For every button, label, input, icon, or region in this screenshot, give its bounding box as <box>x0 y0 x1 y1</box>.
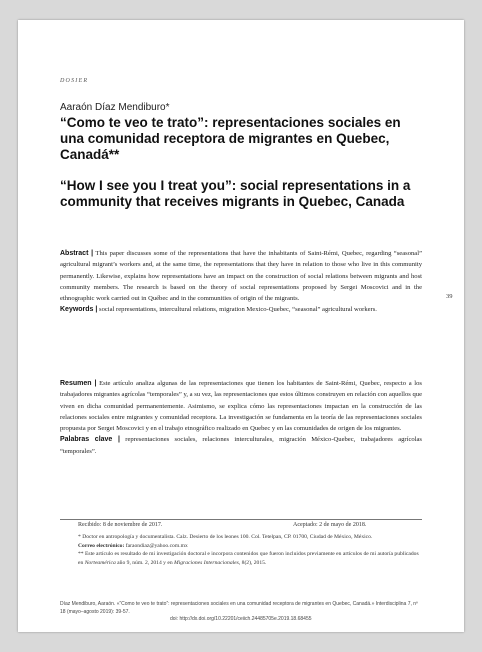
accepted-date: Aceptado: 2 de mayo de 2018. <box>293 522 367 528</box>
footnote-article-text-c: , 8(2), 2015. <box>238 559 267 566</box>
footnote-author: * Doctor en antropología y documentalista. Calz. Desierto de los leones 100. Col. Tetelpan, CP. 01700, Ciudad de México, México. <box>78 534 373 540</box>
keywords-text: social representations, intercultural relations, migration Mexico-Quebec, “seasonal” agricultural workers. <box>99 306 377 314</box>
resumen-label: Resumen | <box>60 380 97 387</box>
abstract-block <box>60 248 422 316</box>
page-number: 39 <box>446 293 453 300</box>
abstract-text: This paper discusses some of the representations that have the inhabitants of Saint-Rémi, Quebec, regarding “seasonal” agricultural migrant’s workers and, at the same time, the representations that they have in relation to those who live in this community permanently. Likewise, explains how representations have an impact on the construction of social relations between migrants and host community members. The research is based on the theory of social representations proposed by Sergei Moscovici and in the ethnographic work carried out in Québec and in the communities of origin of the migrants. <box>60 250 422 303</box>
citation-block <box>60 601 422 624</box>
author-name: Aaraón Díaz Mendiburo* <box>60 102 170 113</box>
palabras-clave-label: Palabras clave | <box>60 436 120 444</box>
citation-text: Díaz Mendiburo, Aaraón. «“Como te veo te trato”: representaciones sociales en una comunidad receptora de migrantes en Quebec, Canadá.» Interdisciplina 7, nº 18 (mayo–agosto 2019): 39-57. <box>60 601 418 615</box>
footnote-article-text-a: ** Este artículo es resultado de mi investigación doctoral e incorpora contenidos que fueron incluidos previamente en artículos de mi autoría publicados en <box>78 551 419 566</box>
abstract-label: Abstract | <box>60 250 94 257</box>
footnote-article-text-b: año 9, núm. 2, 2014 y en <box>117 559 173 566</box>
footnotes <box>78 533 422 567</box>
dates-line <box>78 522 422 528</box>
section-label: DOSIER <box>60 78 89 84</box>
title-spanish: “Como te veo te trato”: representaciones sociales en una comunidad receptora de migrantes en Quebec, Canadá** <box>60 115 401 162</box>
resumen-block <box>60 378 422 457</box>
journal-page <box>18 20 464 632</box>
journal-name-norteamerica: Norteamérica <box>84 559 116 566</box>
palabras-clave-text: representaciones sociales, relaciones interculturales, migración México-Quebec, trabajadores agrícolas “temporales”. <box>60 436 422 455</box>
email-line <box>78 542 422 551</box>
email-address[interactable]: faraondiaz@yahoo.com.mx <box>125 542 188 549</box>
footnote-article <box>78 550 422 567</box>
title-english: “How I see you I treat you”: social representations in a community that receives migrants in Quebec, Canada <box>60 178 411 209</box>
received-date: Recibido: 8 de noviembre de 2017. <box>78 522 163 528</box>
resumen-text: Este artículo analiza algunas de las representaciones que tienen los habitantes de Saint-Rémi, Quebec, respecto a los trabajadores migrantes agrícolas “temporales” y, a su vez, las representaciones que estos últimos construyen en relación con aquellos que viven en dicha comunidad permanentemente. Asimismo, se explica cómo las representaciones impactan en la construcción de las relaciones sociales entre migrantes y comunidad receptora. La investigación se fundamenta en la teoría de las representaciones sociales propuesta por Sergei Moscovici y en el trabajo etnográfico realizado en Quebec y en las comunidades de origen de los migrantes. <box>60 380 422 433</box>
keywords-label: Keywords | <box>60 306 98 314</box>
journal-name-migraciones: Migraciones Internacionales <box>174 559 239 566</box>
doi-link[interactable]: doi: http://dx.doi.org/10.22201/ceiich.24485705e.2019.18.68455 <box>170 616 312 622</box>
footnote-divider <box>60 519 422 520</box>
email-label: Correo electrónico: <box>78 542 125 549</box>
